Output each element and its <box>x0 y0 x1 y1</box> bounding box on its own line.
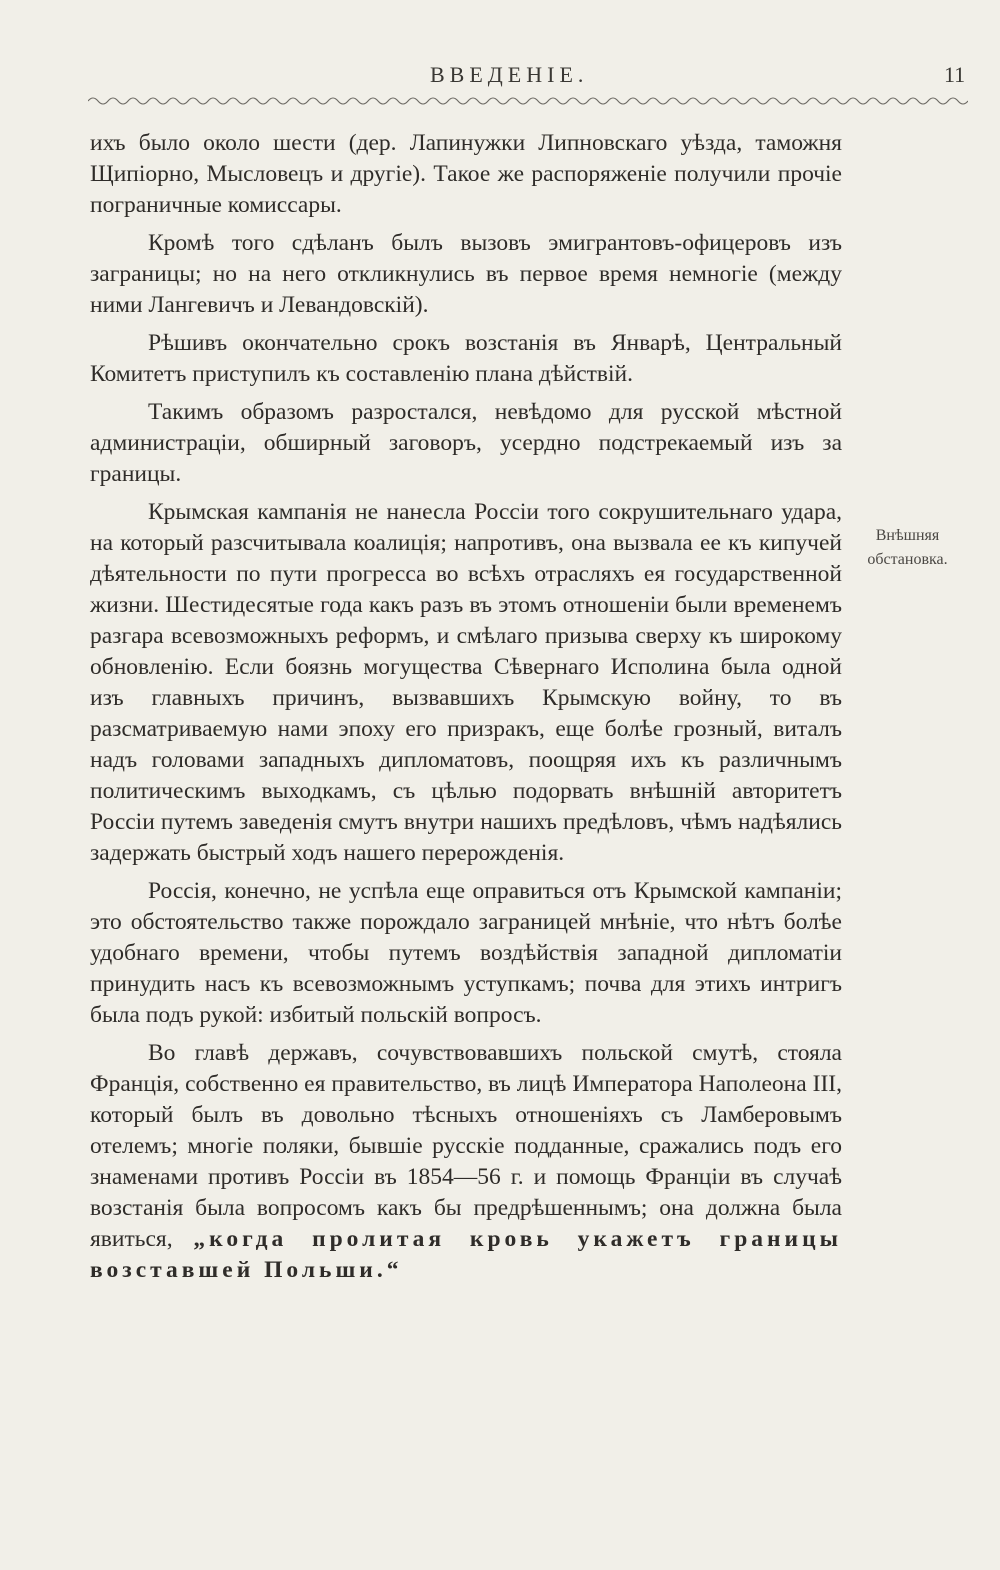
running-header <box>0 62 1000 92</box>
paragraph: Крымская кампанія не нанесла Россіи того сокрушительнаго удара, на который разсчитывала коалиція; напротивъ, она вызвала ее къ кипучей дѣятельности по пути прогресса во всѣхъ отрасляхъ ея государственной жизни. Шестидесятые года какъ разъ въ этомъ отношеніи были временемъ разгара всевозможныхъ реформъ, и смѣлаго призыва сверху къ широкому обновленію. Если боязнь могущества Сѣвернаго Исполина была одной изъ главныхъ причинъ, вызвавшихъ Крымскую войну, то въ разсматриваемую нами эпоху его призракъ, еще болѣе грозный, виталъ надъ головами западныхъ дипломатовъ, поощряя ихъ къ различнымъ политическимъ выходкамъ, съ цѣлью подорвать внѣшній авторитетъ Россіи путемъ заведенія смутъ внутри нашихъ предѣловъ, чѣмъ надѣялись задержать быстрый ходъ нашего перерожденія. <box>90 499 842 866</box>
paragraph: ихъ было около шести (дер. Лапинужки Липновскаго уѣзда, таможня Щипіорно, Мысловецъ и другіе). Такое же распоряженіе получили прочіе пограничные комиссары. <box>90 130 842 218</box>
paragraph: Такимъ образомъ разростался, невѣдомо для русской мѣстной администраціи, обширный заговоръ, усердно подстрекаемый изъ за границы. <box>90 399 842 487</box>
main-text <box>90 128 842 1293</box>
margin-note <box>850 524 965 572</box>
paragraph-text: Во главѣ державъ, сочувствовавшихъ польской смутѣ, стояла Франція, собственно ея правительство, въ лицѣ Императора Наполеона III, который былъ въ довольно тѣсныхъ отношеніяхъ съ Ламберовымъ отелемъ; многіе поляки, бывшіе русскіе подданные, сражались подъ его знаменами противъ Россіи въ 1854—56 г. и помощь Франціи въ случаѣ возстанія была вопросомъ какъ бы предрѣшеннымъ; она должна была явиться, <box>90 1040 842 1252</box>
paragraph: Кромѣ того сдѣланъ былъ вызовъ эмигрантовъ-офицеровъ изъ заграницы; но на него откликнулись въ первое время немногіе (между ними Лангевичъ и Левандовскій). <box>90 230 842 318</box>
margin-note-line: Внѣшняя <box>875 527 940 544</box>
page-number: 11 <box>944 62 966 87</box>
paragraph-last <box>90 1038 842 1286</box>
paragraph: Рѣшивъ окончательно срокъ возстанія въ Январѣ, Центральный Комитетъ приступилъ къ составленію плана дѣйствій. <box>90 330 842 387</box>
chapter-title: ВВЕДЕНІЕ. <box>430 62 589 87</box>
margin-note-line: обстановка. <box>867 551 948 568</box>
paragraph: Россія, конечно, не успѣла еще оправиться отъ Крымской кампаніи; это обстоятельство также порождало заграницей мнѣніе, что нѣтъ болѣе удобнаго времени, чтобы путемъ воздѣйствія западной дипломатіи принудить насъ къ всевозможнымъ уступкамъ; почва для этихъ интригъ была подъ рукой: избитый польскій вопросъ. <box>90 878 842 1028</box>
spaced-quote: „когда пролитая кровь укажетъ границы возставшей Польши.“ <box>90 1226 842 1283</box>
wavy-rule-ornament <box>88 94 968 108</box>
